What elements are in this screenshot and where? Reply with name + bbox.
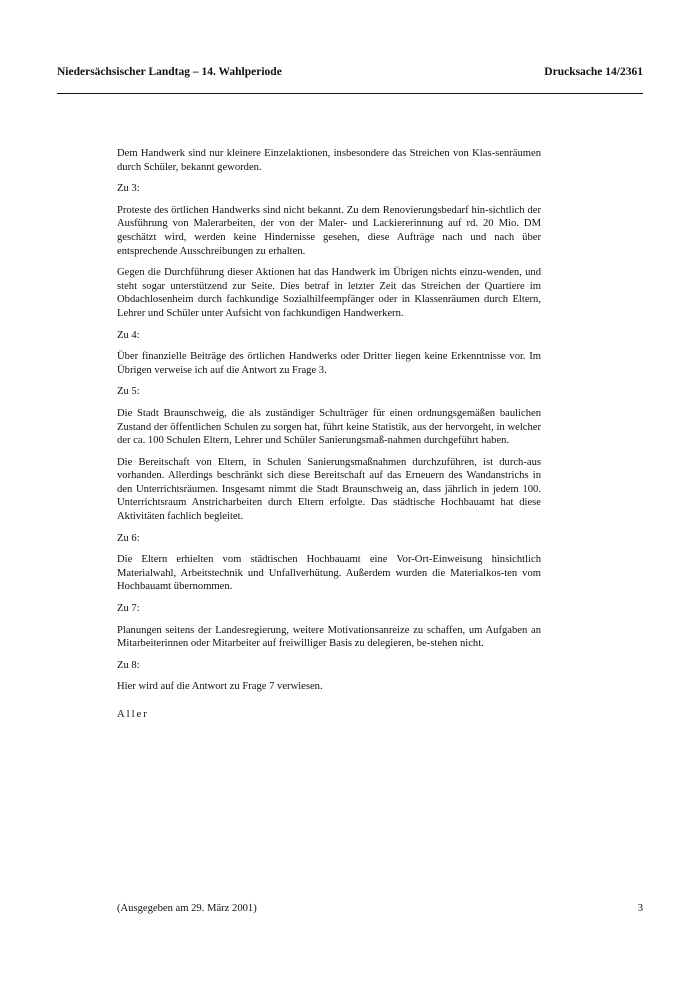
document-body <box>117 147 541 730</box>
paragraph: Planungen seitens der Landesregierung, weitere Motivationsanreize zu schaffen, um Aufgaben an Mitarbeiterinnen oder Mitarbeiter auf freiwilliger Basis zu delegieren, be-stehen nicht. <box>117 624 541 650</box>
section-label: Zu 6: <box>117 532 140 544</box>
paragraph: Hier wird auf die Antwort zu Frage 7 verwiesen. <box>117 681 323 693</box>
paragraph: Die Bereitschaft von Eltern, in Schulen Sanierungsmaßnahmen durchzuführen, ist durch-aus vorhanden. Allerdings beschränkt sich diese Bereitschaft auf das Erneuern des Wandanstrichs in den Unterrichtsräumen. Insgesamt nimmt die Stadt Braunschweig an, dass jährlich in jedem 100. Unterrichtsraum Anstricharbeiten durch Eltern erfolgte. Das städtische Hochbauamt hat diese Aktivitäten fachlich begleitet. <box>117 456 541 523</box>
paragraph: Die Stadt Braunschweig, die als zuständiger Schulträger für einen ordnungsgemäßen baulichen Zustand der öffentlichen Schulen zu sorgen hat, führt keine Statistik, aus der hervorgeht, in welcher der ca. 100 Schulen Eltern, Lehrer und Schüler Sanierungsmaß-nahmen durchgeführt haben. <box>117 407 541 447</box>
publication-date: (Ausgegeben am 29. März 2001) <box>117 903 257 914</box>
section-label: Zu 5: <box>117 386 140 398</box>
paragraph: Über finanzielle Beiträge des örtlichen Handwerks oder Dritter liegen keine Erkenntnisse vor. Im Übrigen verweise ich auf die Antwort zu Frage 3. <box>117 351 541 376</box>
section-label: Zu 4: <box>117 329 140 341</box>
document-header-left: Niedersächsischer Landtag – 14. Wahlperiode <box>57 66 282 78</box>
paragraph: Die Eltern erhielten vom städtischen Hochbauamt eine Vor-Ort-Einweisung hinsichtlich Materialwahl, Arbeitstechnik und Unfallverhütung. Außerdem wurden die Materialkos-ten vom Hochbauamt übernommen. <box>117 554 541 593</box>
paragraph: Proteste des örtlichen Handwerks sind nicht bekannt. Zu dem Renovierungsbedarf hin-sichtlich der Ausführung von Malerarbeiten, der von der Maler- und Lackiererinnung auf rd. 20 Mio. DM geschätzt wird, werden keine Hindernisse gesehen, diese Aufträge nach und nach über entsprechende Ausschreibungen zu erhalten. <box>117 204 541 257</box>
document-number: Drucksache 14/2361 <box>544 66 643 78</box>
header-divider <box>57 93 643 94</box>
section-label: Zu 3: <box>117 183 140 195</box>
section-label: Zu 8: <box>117 659 140 671</box>
page-number: 3 <box>637 903 643 914</box>
paragraph: Gegen die Durchführung dieser Aktionen hat das Handwerk im Übrigen nichts einzu-wenden, und steht sogar unterstützend zur Seite. Dies betraf in letzter Zeit das Streichen der Quartiere im Obdachlosenheim durch fachkundige Sozialhilfeempfänger oder in Klassenräumen durch Eltern, Lehrer und Schüler unter Aufsicht von fachkundigen Handwerkern. <box>117 267 541 319</box>
signature: Aller <box>117 709 149 720</box>
section-label: Zu 7: <box>117 603 140 615</box>
paragraph: Dem Handwerk sind nur kleinere Einzelaktionen, insbesondere das Streichen von Klas-senräumen durch Schüler, bekannt geworden. <box>117 148 541 173</box>
